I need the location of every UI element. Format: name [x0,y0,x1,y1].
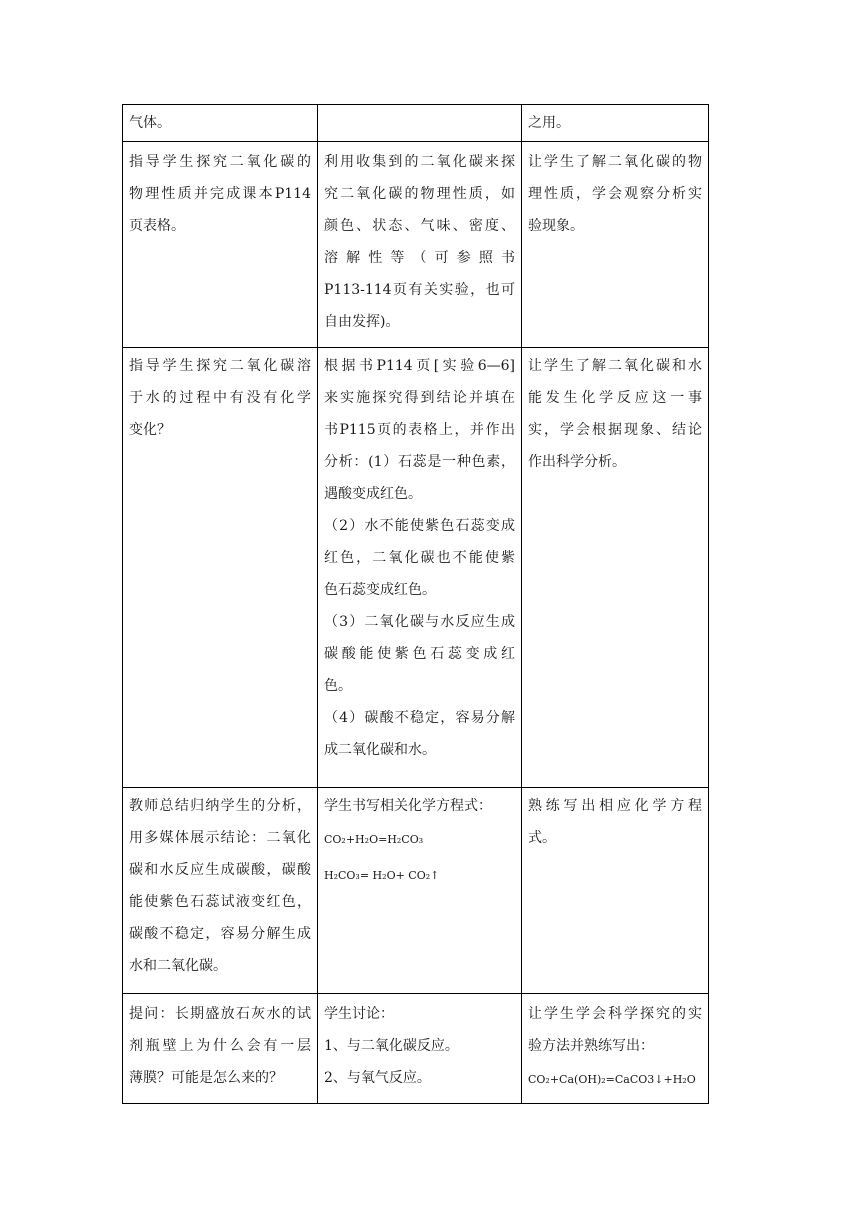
cell-line: 遇酸变成红色。 [324,486,422,502]
cell-line: 于水的过程中有没有化学 [129,390,311,406]
cell-line: 变化？ [129,422,171,438]
cell-line: 验现象。 [528,218,584,234]
design-intent-cell [522,105,709,142]
cell-line: 熟练写出相应化学方程 [528,798,702,814]
cell-line: 颜色、状态、气味、密度、 [324,218,515,234]
design-intent-cell [522,788,709,994]
cell-line: 自由发挥)。 [324,314,400,330]
cell-line: 页表格。 [129,218,185,234]
cell-line: 验方法并熟练写出： [528,1038,654,1054]
cell-line: 能使紫色石蕊试液变红色， [129,894,311,910]
cell-line: 式。 [528,830,556,846]
student-activity-cell [318,105,522,142]
cell-line: 学生书写相关化学方程式： [324,798,492,814]
cell-line: 之用。 [528,115,570,131]
cell-line: 书P115页的表格上，并作出 [324,422,515,438]
cell-line: （3）二氧化碳与水反应生成 [324,614,515,630]
student-activity-cell [318,142,522,348]
cell-line: 碳酸不稳定，容易分解生成 [129,926,311,942]
cell-line: 薄膜？可能是怎么来的？ [129,1070,283,1086]
cell-line: 学生讨论： [324,1006,394,1022]
cell-line: 水和二氧化碳。 [129,958,227,974]
cell-line: 物理性质并完成课本P114 [129,186,311,202]
teacher-activity-cell [123,142,318,348]
table-row [123,994,709,1104]
teacher-activity-cell [123,105,318,142]
cell-line: 教师总结归纳学生的分析， [129,798,311,814]
cell-line: 2、与氧气反应。 [324,1070,431,1086]
cell-line: 色石蕊变成红色。 [324,582,436,598]
cell-line: 红色，二氧化碳也不能使紫 [324,550,515,566]
student-activity-cell [318,788,522,994]
cell-line: 究二氧化碳的物理性质，如 [324,186,515,202]
cell-line: 剂瓶壁上为什么会有一层 [129,1038,311,1054]
cell-line: 实，学会根据现象、结论 [528,422,702,438]
design-intent-cell [522,994,709,1104]
cell-line: P113-114页有关实验，也可 [324,282,515,298]
cell-line: 溶 解 性 等 （ 可 参 照 书 [324,250,515,266]
student-activity-cell [318,348,522,788]
chemical-equation: H₂CO₃= H₂O+ CO₂↑ [324,869,440,882]
cell-line: （2）水不能使紫色石蕊变成 [324,518,515,534]
table-row [123,105,709,142]
chemical-equation: CO₂+H₂O=H₂CO₃ [324,833,424,846]
cell-line: 让学生了解二氧化碳的物 [528,154,702,170]
teacher-activity-cell [123,994,318,1104]
teacher-activity-cell [123,788,318,994]
cell-line: 利用收集到的二氧化碳来探 [324,154,515,170]
table-row [123,788,709,994]
cell-line: 碳酸能使紫色石蕊变成红 [324,646,515,662]
design-intent-cell [522,142,709,348]
cell-line: 碳和水反应生成碳酸，碳酸 [129,862,311,878]
cell-line: 气体。 [129,115,171,131]
cell-line: （4）碳酸不稳定，容易分解 [324,710,515,726]
teacher-activity-cell [123,348,318,788]
cell-line: 指导学生探究二氧化碳的 [129,154,311,170]
cell-line: 来实施探究得到结论并填在 [324,390,515,406]
cell-line: 成二氧化碳和水。 [324,742,436,758]
cell-line: 用多媒体展示结论：二氧化 [129,830,311,846]
cell-line: 提问：长期盛放石灰水的试 [129,1006,311,1022]
cell-line: 理性质，学会观察分析实 [528,186,702,202]
cell-line: 指导学生探究二氧化碳溶 [129,358,311,374]
cell-line: 根据书P114页[实验6—6] [324,358,515,374]
table-row [123,348,709,788]
cell-line: 作出科学分析。 [528,454,626,470]
lesson-plan-table [122,104,709,1104]
cell-line: 1、与二氧化碳反应。 [324,1038,459,1054]
table-row [123,142,709,348]
design-intent-cell [522,348,709,788]
cell-line: 能发生化学反应这一事 [528,390,702,406]
cell-line: 分析：(1）石蕊是一种色素， [324,454,515,470]
chemical-equation: CO₂+Ca(OH)₂=CaCO3↓+H₂O [528,1073,696,1086]
cell-line: 让学生了解二氧化碳和水 [528,358,702,374]
cell-line: 色。 [324,678,352,694]
student-activity-cell [318,994,522,1104]
cell-line: 让学生学会科学探究的实 [528,1006,702,1022]
